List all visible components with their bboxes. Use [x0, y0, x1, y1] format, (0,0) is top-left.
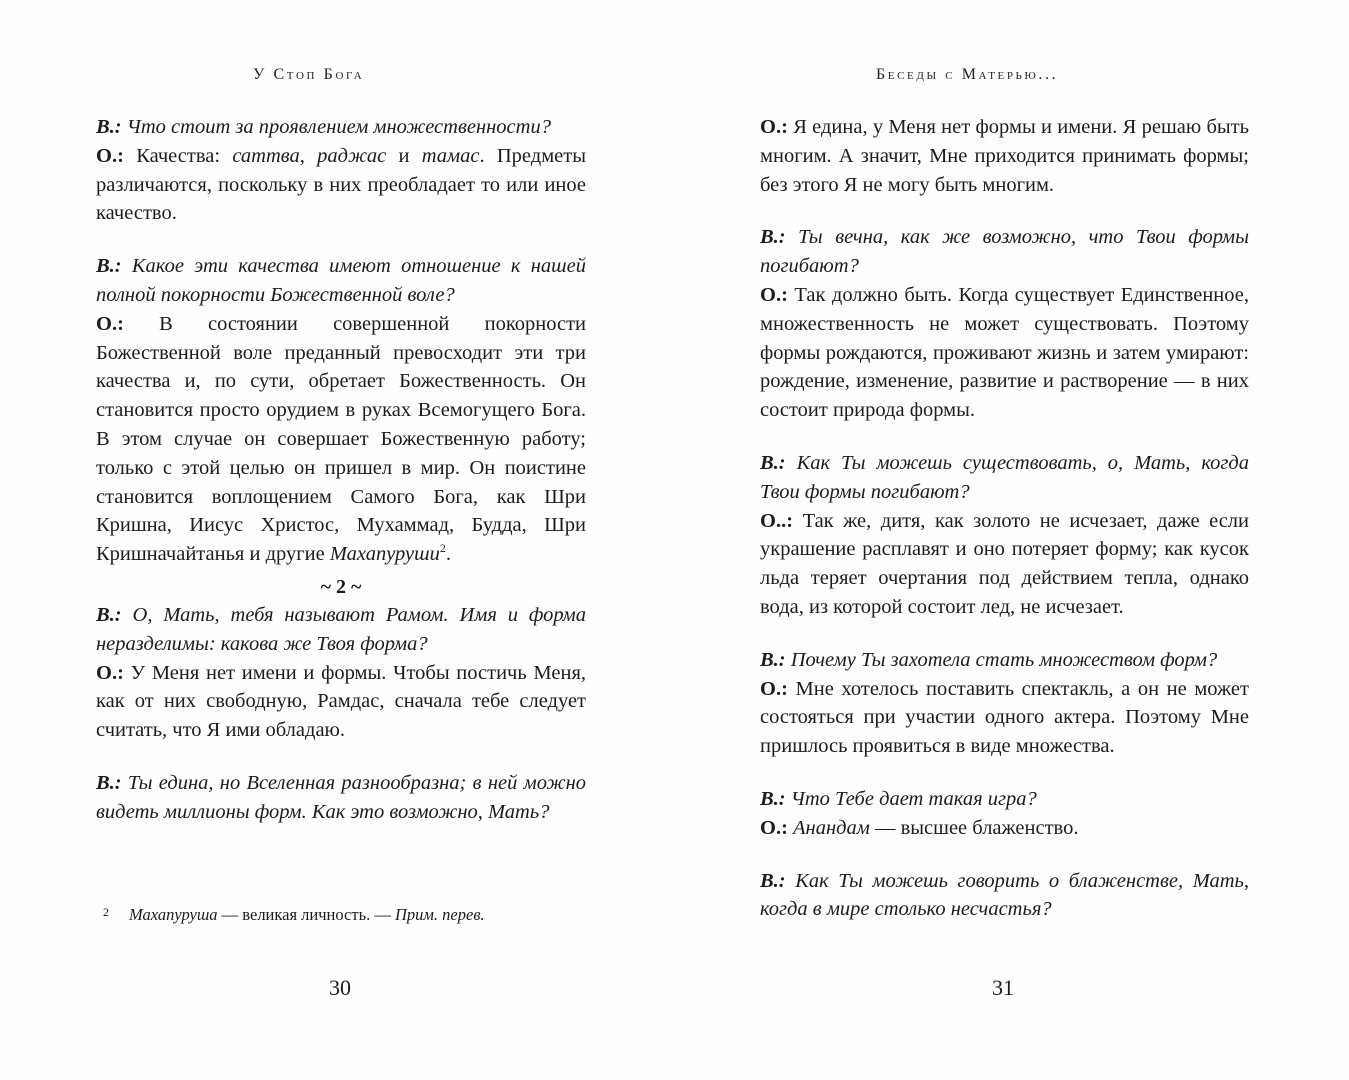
- footnote: [103, 905, 485, 925]
- term-tamas: тамас: [421, 144, 480, 167]
- answer-text: ,: [299, 144, 318, 167]
- question-label: В.:: [96, 603, 122, 626]
- running-head-left: У Стоп Бога: [253, 66, 365, 83]
- question-paragraph: [96, 769, 586, 827]
- answer-paragraph: [760, 507, 1249, 622]
- question-paragraph: [760, 223, 1249, 281]
- answer-text: и: [386, 144, 422, 167]
- answer-label: О..:: [760, 509, 794, 532]
- answer-paragraph: [760, 675, 1249, 761]
- answer-text: Так же, дитя, как золото не исчезает, даже если украшение расплавят и оно потеряет форму; как кусок льда теряет очертания под действием тепла, однако вода, из которой состоит лед, не исчезает.: [760, 509, 1250, 618]
- answer-text: Так должно быть. Когда существует Единственное, множественность не может существовать. Поэтому формы рождаются, проживают жизнь и затем умирают: рождение, изменение, развитие и растворение — в них состоит природа формы.: [760, 283, 1249, 422]
- answer-paragraph: [96, 659, 586, 745]
- footnote-note: Прим. перев.: [394, 905, 485, 924]
- answer-paragraph: [760, 814, 1249, 843]
- question-label: В.:: [760, 787, 786, 810]
- right-page-text: [760, 113, 1249, 924]
- question-paragraph: [760, 785, 1249, 814]
- answer-paragraph: [760, 113, 1249, 199]
- question-text: Ты вечна, как же возможно, что Твои формы погибают?: [760, 226, 1250, 278]
- question-paragraph: [760, 867, 1249, 925]
- answer-paragraph: [760, 281, 1249, 425]
- term-sattva: саттва: [232, 144, 300, 167]
- left-page-text: [96, 113, 586, 827]
- question-label: В.:: [96, 255, 122, 278]
- question-label: В.:: [760, 226, 786, 249]
- question-text: Какое эти качества имеют отношение к нашей полной покорности Божественной воле?: [96, 255, 586, 306]
- page-number-right: 31: [992, 975, 1014, 1000]
- question-text: Почему Ты захотела стать множеством форм?: [790, 648, 1218, 671]
- answer-text: У Меня нет имени и формы. Чтобы постичь Меня, как от них свободную, Рамдас, сначала тебе следует считать, что Я ими обладаю.: [96, 661, 586, 742]
- term-mahapurushi: Махапуруши: [329, 543, 440, 566]
- answer-label: О.:: [760, 283, 788, 306]
- question-text: Как Ты можешь существовать, о, Мать, когда Твои формы погибают?: [760, 451, 1250, 503]
- answer-paragraph: [96, 310, 586, 569]
- question-label: В.:: [760, 648, 786, 671]
- answer-text: Мне хотелось поставить спектакль, а он не может состояться при участии одного актера. Поэтому Мне пришлось проявиться в виде множества.: [760, 677, 1249, 758]
- answer-text: .: [445, 543, 451, 566]
- answer-paragraph: [96, 142, 586, 228]
- question-label: В.:: [760, 869, 786, 892]
- footnote-number: 2: [103, 905, 109, 919]
- answer-label: О.:: [760, 816, 788, 839]
- question-text: Как Ты можешь говорить о блаженстве, Мать, когда в мире столько несчастья?: [760, 869, 1249, 921]
- question-paragraph: [760, 646, 1249, 675]
- answer-label: О.:: [96, 144, 124, 167]
- question-text: Ты едина, но Вселенная разнообразна; в ней можно видеть миллионы форм. Как это возможно, Мать?: [96, 771, 586, 823]
- answer-text: Качества:: [136, 144, 233, 167]
- answer-label: О.:: [96, 312, 124, 335]
- question-label: В.:: [96, 771, 122, 794]
- answer-label: О.:: [96, 661, 124, 684]
- term-rajas: раджас: [317, 144, 387, 167]
- section-separator: ~ 2 ~: [320, 575, 362, 598]
- footnote-term: Махапуруша: [129, 905, 218, 924]
- right-page: [675, 0, 1349, 1080]
- question-paragraph: [760, 449, 1249, 507]
- answer-label: О.:: [760, 677, 788, 700]
- answer-label: О.:: [760, 116, 788, 138]
- term-anandam: Анандам: [793, 816, 870, 839]
- question-text: Что стоит за проявлением множественности?: [126, 116, 551, 138]
- answer-text: Я едина, у Меня нет формы и имени. Я решаю быть многим. А значит, Мне приходится принимать формы; без этого Я не могу быть многим.: [760, 116, 1249, 196]
- question-label: В.:: [760, 451, 786, 474]
- footnote-definition: — великая личность. —: [217, 905, 395, 924]
- question-paragraph: [96, 601, 586, 659]
- question-label: В.:: [96, 116, 122, 138]
- question-text: Что Тебе дает такая игра?: [790, 787, 1037, 810]
- answer-text: — высшее блаженство.: [869, 816, 1079, 839]
- question-paragraph: [96, 113, 586, 142]
- footnote-ref[interactable]: 2: [439, 541, 446, 556]
- question-paragraph: [96, 252, 586, 310]
- answer-text: . Предметы различаются, поскольку в них преобладает то или иное качество.: [96, 144, 586, 225]
- question-text: О, Мать, тебя называют Рамом. Имя и форма неразделимы: какова же Твоя форма?: [96, 603, 586, 655]
- answer-text: В состоянии совершенной покорности Божественной воле преданный превосходит эти три качества и, по сути, обретает Божественность. Он становится просто орудием в руках Всемогущего Бога. В этом случае он совершает Божественную работу; только с этой целью он пришел в мир. Он поистине становится воплощением Самого Бога, как Шри Кришна, Иисус Христос, Мухаммад, Будда, Шри Кришначайтанья и другие: [96, 312, 586, 566]
- running-head-right: Беседы с Матерью...: [876, 66, 1059, 83]
- page-number-left: 30: [329, 975, 351, 1000]
